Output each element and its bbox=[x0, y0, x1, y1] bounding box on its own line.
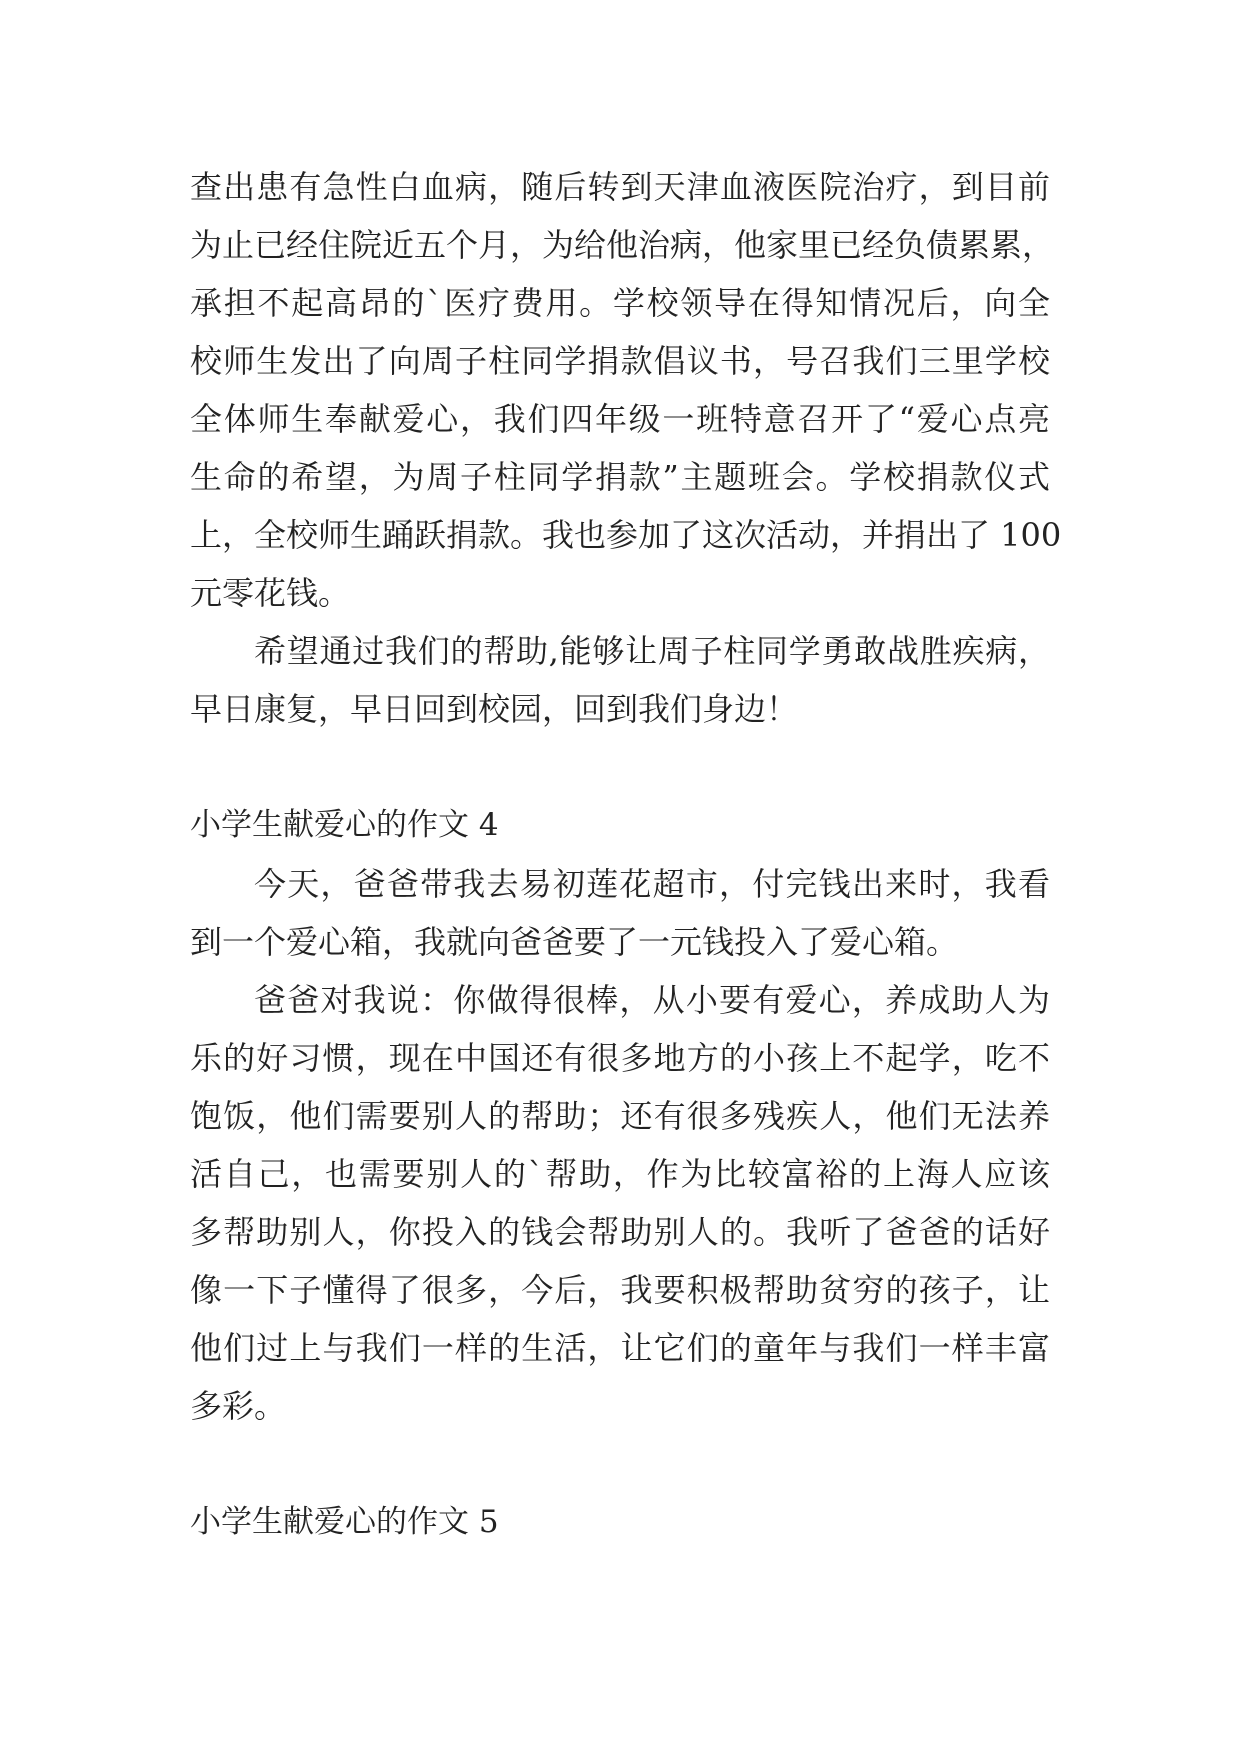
paragraph-line: 今天，爸爸带我去易初莲花超市，付完钱出来时，我看 bbox=[254, 865, 1050, 903]
paragraph-line: 为止已经住院近五个月，为给他治病，他家里已经负债累累， bbox=[190, 226, 1055, 264]
paragraph-line: 早日康复，早日回到校园，回到我们身边！ bbox=[190, 690, 799, 728]
paragraph-line: 活自己，也需要别人的`帮助，作为比较富裕的上海人应该 bbox=[190, 1155, 1050, 1193]
paragraph-line: 多彩。 bbox=[190, 1387, 287, 1425]
section-heading: 小学生献爱心的作文 5 bbox=[190, 1504, 499, 1540]
section-heading: 小学生献爱心的作文 4 bbox=[190, 807, 499, 843]
paragraph-line: 查出患有急性白血病，随后转到天津血液医院治疗，到目前 bbox=[190, 168, 1050, 206]
paragraph-line: 像一下子懂得了很多，今后，我要积极帮助贫穷的孩子，让 bbox=[190, 1271, 1050, 1309]
paragraph-line: 到一个爱心箱，我就向爸爸要了一元钱投入了爱心箱。 bbox=[190, 923, 959, 961]
paragraph-line: 爸爸对我说：你做得很棒，从小要有爱心，养成助人为 bbox=[254, 981, 1050, 1019]
paragraph-line: 承担不起高昂的`医疗费用。学校领导在得知情况后，向全 bbox=[190, 284, 1050, 322]
paragraph-line: 饱饭，他们需要别人的帮助；还有很多残疾人，他们无法养 bbox=[190, 1097, 1050, 1135]
paragraph-line: 生命的希望，为周子柱同学捐款”主题班会。学校捐款仪式 bbox=[190, 458, 1050, 496]
paragraph-line: 校师生发出了向周子柱同学捐款倡议书，号召我们三里学校 bbox=[190, 342, 1050, 380]
paragraph-line: 全体师生奉献爱心，我们四年级一班特意召开了“爱心点亮 bbox=[190, 400, 1050, 438]
paragraph-line: 上，全校师生踊跃捐款。我也参加了这次活动，并捐出了 100 bbox=[190, 516, 1062, 554]
paragraph-line: 元零花钱。 bbox=[190, 574, 351, 612]
paragraph-line: 乐的好习惯，现在中国还有很多地方的小孩上不起学，吃不 bbox=[190, 1039, 1050, 1077]
paragraph-line: 多帮助别人，你投入的钱会帮助别人的。我听了爸爸的话好 bbox=[190, 1213, 1050, 1251]
paragraph-line: 希望通过我们的帮助,能够让周子柱同学勇敢战胜疾病， bbox=[254, 632, 1050, 670]
paragraph-line: 他们过上与我们一样的生活，让它们的童年与我们一样丰富 bbox=[190, 1329, 1050, 1367]
